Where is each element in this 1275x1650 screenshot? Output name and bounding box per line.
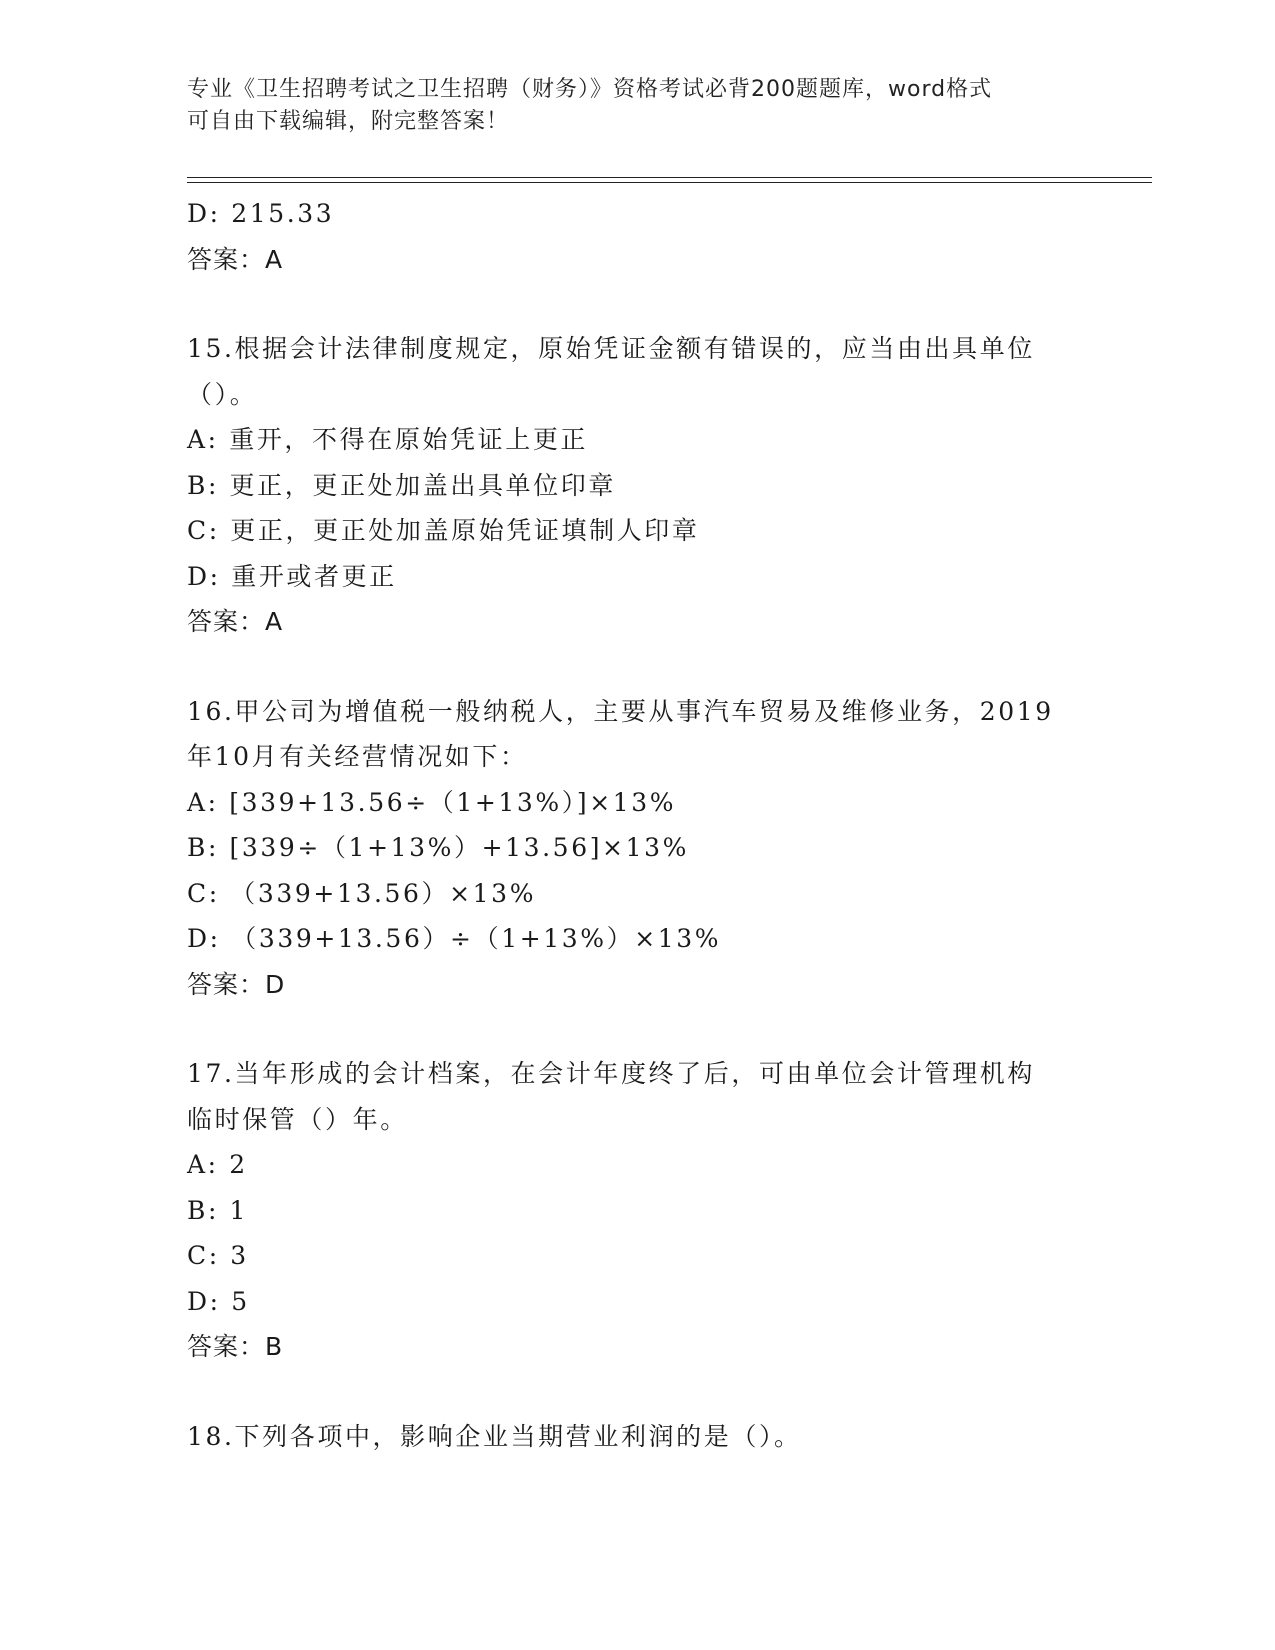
document-header xyxy=(187,74,1067,138)
q16-stem-line-1: 16.甲公司为增值税一般纳税人，主要从事汽车贸易及维修业务，2019 xyxy=(187,696,1054,726)
q15-option-b: B: 更正，更正处加盖出具单位印章 xyxy=(187,470,616,500)
q14-answer: 答案：A xyxy=(187,244,284,274)
header-divider-top xyxy=(187,177,1152,178)
q17-option-a: A: 2 xyxy=(187,1150,248,1179)
q15-stem-line-2: （）。 xyxy=(187,379,258,409)
q14-option-d: D: 215.33 xyxy=(187,199,335,228)
header-line-1: 专业《卫生招聘考试之卫生招聘（财务）》资格考试必背200题题库，word格式 xyxy=(187,77,993,102)
question-gap xyxy=(187,282,1067,326)
q17-option-d: D: 5 xyxy=(187,1286,250,1316)
header-line-2: 可自由下载编辑，附完整答案！ xyxy=(187,109,510,134)
q17-stem-line-2: 临时保管（）年。 xyxy=(187,1104,408,1134)
q15-option-d: D: 重开或者更正 xyxy=(187,561,397,591)
q15-answer: 答案：A xyxy=(187,607,284,636)
question-gap xyxy=(187,1370,1067,1414)
question-gap xyxy=(187,1007,1067,1051)
q16-option-c: C: （339+13.56）×13% xyxy=(187,878,537,908)
q17-option-c: C: 3 xyxy=(187,1241,249,1270)
q18-stem-line-1: 18.下列各项中，影响企业当期营业利润的是（）。 xyxy=(187,1421,802,1451)
q17-option-b: B: 1 xyxy=(187,1195,249,1225)
q17-stem-line-1: 17.当年形成的会计档案，在会计年度终了后，可由单位会计管理机构 xyxy=(187,1059,1035,1088)
q17-answer: 答案：B xyxy=(187,1332,284,1361)
q15-option-a: A: 重开，不得在原始凭证上更正 xyxy=(187,425,589,454)
q16-option-d: D: （339+13.56）÷（1+13%）×13% xyxy=(187,924,722,953)
q16-answer: 答案：D xyxy=(187,969,286,999)
q15-option-c: C: 更正，更正处加盖原始凭证填制人印章 xyxy=(187,516,700,545)
q16-stem-line-2: 年10月有关经营情况如下： xyxy=(187,742,528,771)
q16-option-a: A: [339+13.56÷（1+13%）]×13% xyxy=(187,787,677,817)
question-list xyxy=(187,191,1067,1459)
q16-option-b: B: [339÷（1+13%）+13.56]×13% xyxy=(187,833,689,862)
header-divider-bottom xyxy=(187,182,1152,183)
question-gap xyxy=(187,645,1067,689)
q15-stem-line-1: 15.根据会计法律制度规定，原始凭证金额有错误的，应当由出具单位 xyxy=(187,334,1035,363)
